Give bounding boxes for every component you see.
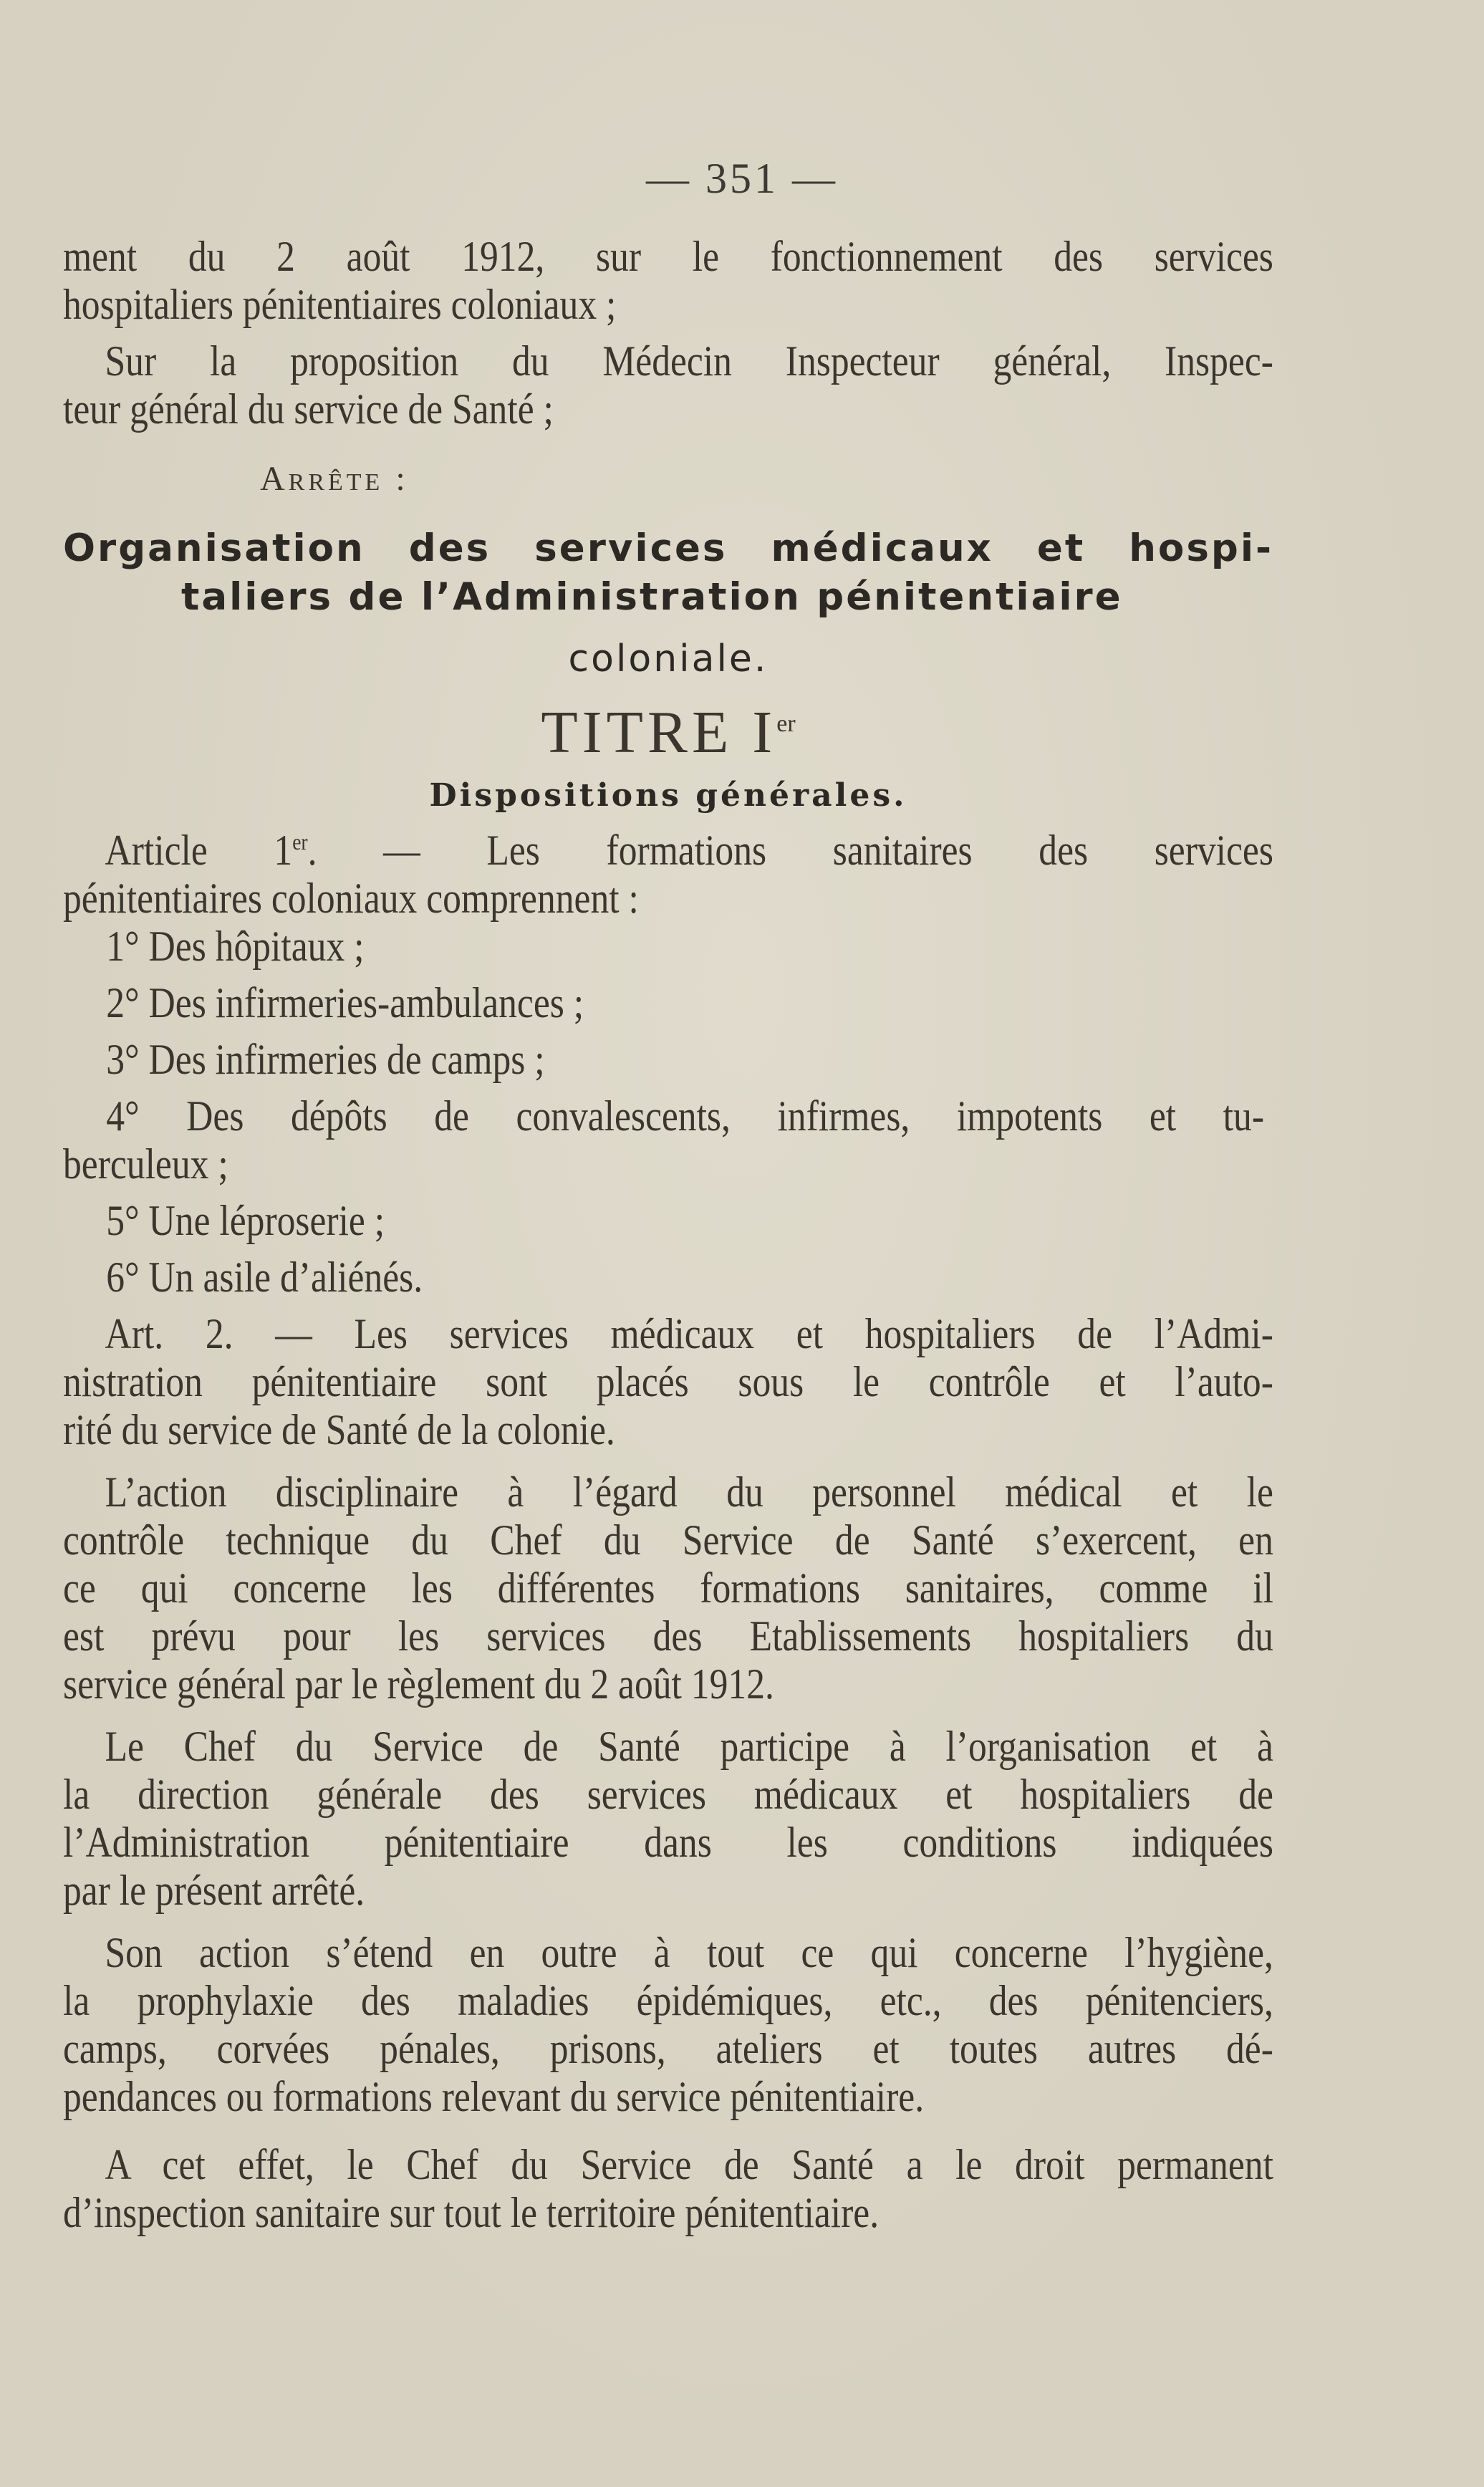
section-title: Dispositions générales.	[429, 777, 907, 814]
list-item-continuation: berculeux ;	[63, 1140, 228, 1188]
paragraph-line: Le Chef du Service de Santé participe à l’organisation et à	[105, 1723, 1273, 1770]
article-1-sup: er	[292, 829, 308, 855]
paragraph-line: d’inspection sanitaire sur tout le territoire pénitentiaire.	[63, 2189, 880, 2236]
paragraph-line: par le présent arrêté.	[63, 1867, 365, 1914]
titre-label: TITRE I	[541, 699, 777, 766]
arrete-label: Arrête :	[260, 460, 409, 498]
document-heading	[63, 524, 1273, 683]
article-2-line: nistration pénitentiaire sont placés sous le contrôle et l’auto-	[63, 1358, 1273, 1405]
paragraph-line: service général par le règlement du 2 août 1912.	[63, 1660, 774, 1708]
list-item: 4° Des dépôts de convalescents, infirmes, impotents et tu-	[106, 1092, 1265, 1140]
list-item: 5° Une léproserie ;	[106, 1197, 385, 1244]
list-item: 2° Des infirmeries-ambulances ;	[106, 979, 584, 1026]
titre-sup: er	[776, 711, 796, 737]
list-item: 6° Un asile d’aliénés.	[106, 1254, 423, 1301]
paragraph-line: la direction générale des services médicaux et hospitaliers de	[63, 1771, 1273, 1818]
intro-line-1: ment du 2 août 1912, sur le fonctionnement des services	[63, 233, 1273, 280]
paragraph-line: L’action disciplinaire à l’égard du personnel médical et le	[105, 1468, 1273, 1516]
paragraph-line: camps, corvées pénales, prisons, ateliers et toutes autres dé-	[63, 2025, 1273, 2072]
article-1-line-2: pénitentiaires coloniaux comprennent :	[63, 875, 639, 922]
article-1-rest: . — Les formations sanitaires des services	[307, 827, 1273, 874]
heading-line-1: Organisation des services médicaux et hospi-	[63, 526, 1273, 570]
article-2-line: rité du service de Santé de la colonie.	[63, 1406, 615, 1453]
article-1	[63, 818, 1273, 1302]
paragraph-line: la prophylaxie des maladies épidémiques, etc., des pénitenciers,	[63, 1977, 1273, 2024]
intro-line-2: hospitaliers pénitentiaires coloniaux ;	[63, 281, 617, 328]
list-item: 3° Des infirmeries de camps ;	[106, 1036, 545, 1083]
intro-line-3: Sur la proposition du Médecin Inspecteur général, Inspec-	[105, 337, 1273, 385]
paragraph-action	[63, 1929, 1273, 2121]
article-2-line: Art. 2. — Les services médicaux et hospitaliers de l’Admi-	[105, 1310, 1273, 1357]
paragraph-line: contrôle technique du Chef du Service de Santé s’exercent, en	[63, 1516, 1273, 1564]
heading-line-3: coloniale.	[568, 638, 768, 680]
heading-line-2: taliers de l’Administration pénitentiaire	[181, 575, 1123, 619]
article-2	[63, 1310, 1273, 1454]
paragraph-line: est prévu pour les services des Etablissements hospitaliers du	[63, 1612, 1273, 1660]
paragraph-discipline	[63, 1468, 1273, 1708]
paragraph-line: A cet effet, le Chef du Service de Santé a le droit permanent	[105, 2141, 1273, 2188]
intro-line-4: teur général du service de Santé ;	[63, 385, 554, 433]
paragraph-line: l’Administration pénitentiaire dans les conditions indiquées	[63, 1819, 1273, 1866]
paragraph-line: Son action s’étend en outre à tout ce qui concerne l’hygiène,	[105, 1929, 1273, 1976]
page-content	[63, 233, 1273, 2237]
paragraph-line: pendances ou formations relevant du service pénitentiaire.	[63, 2073, 925, 2120]
article-1-line-1	[63, 818, 1273, 875]
article-1-label: Article 1	[105, 827, 293, 874]
list-item: 1° Des hôpitaux ;	[106, 923, 365, 970]
page-number: — 351 —	[646, 155, 838, 202]
paragraph-line: ce qui concerne les différentes formations sanitaires, comme il	[63, 1564, 1273, 1612]
paragraph-chef	[63, 1723, 1273, 1915]
paragraph-effet	[63, 2141, 1273, 2237]
titre-heading	[63, 698, 1273, 767]
